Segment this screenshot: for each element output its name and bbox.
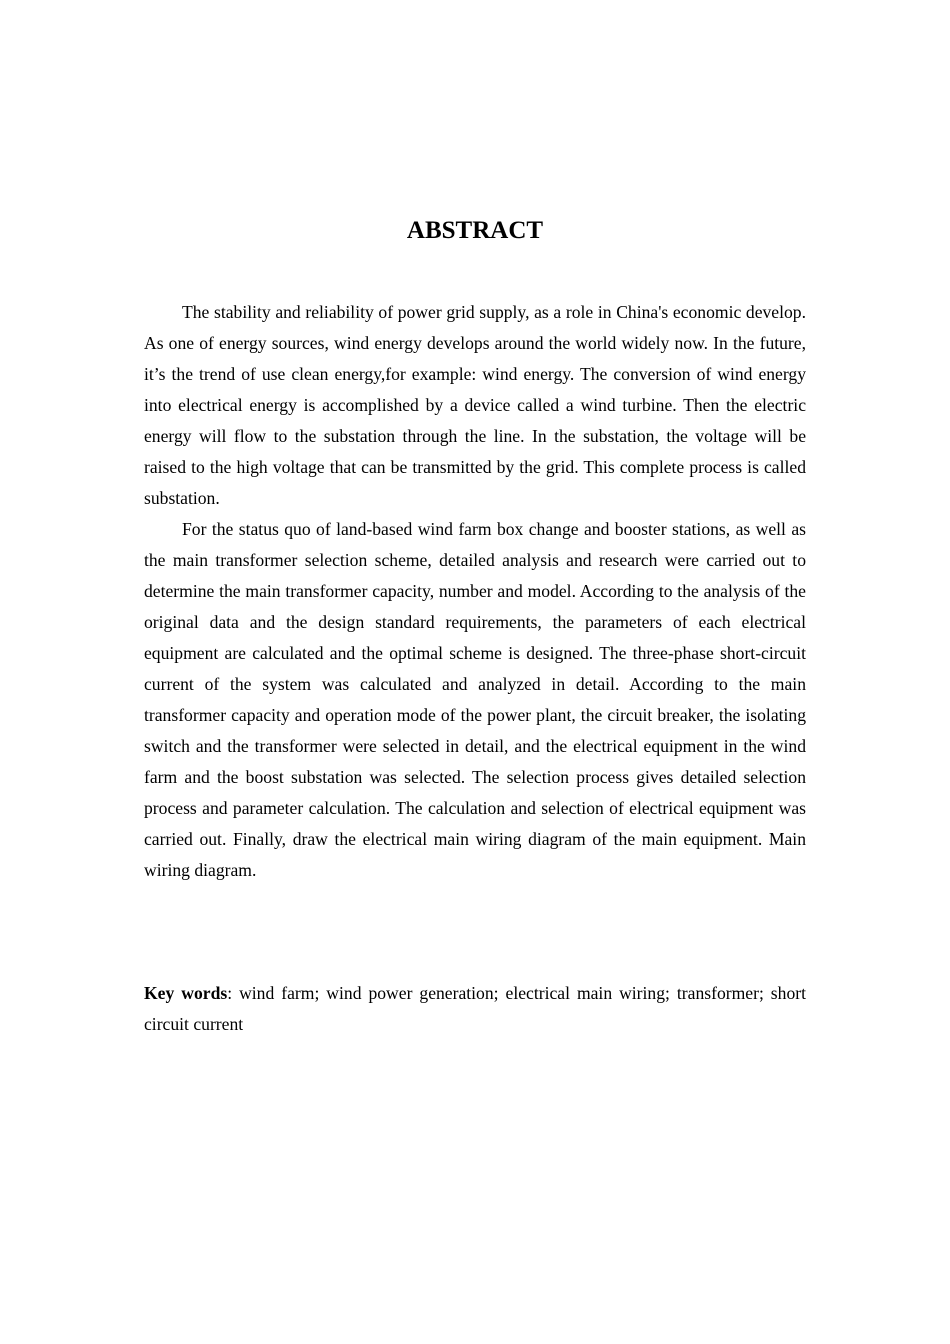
keywords-text: wind farm; wind power generation; electrical main wiring; transformer; short circuit current <box>144 983 806 1034</box>
keywords-separator: : <box>227 983 240 1003</box>
abstract-title: ABSTRACT <box>406 217 544 244</box>
abstract-paragraph-1: The stability and reliability of power grid supply, as a role in China's economic develop. As one of energy sources, wind energy develops around the world widely now. In the future, it’s the trend of use clean energy,for example: wind energy. The conversion of wind energy into electrical energy is accomplished by a device called a wind turbine. Then the electric energy will flow to the substation through the line. In the substation, the voltage will be raised to the high voltage that can be transmitted by the grid. This complete process is called substation. <box>144 302 806 508</box>
abstract-body <box>144 297 806 886</box>
abstract-paragraph-2: For the status quo of land-based wind farm box change and booster stations, as well as the main transformer selection scheme, detailed analysis and research were carried out to determine the main transformer capacity, number and model. According to the analysis of the original data and the design standard requirements, the parameters of each electrical equipment are calculated and the optimal scheme is designed. The three-phase short-circuit current of the system was calculated and analyzed in detail. According to the main transformer capacity and operation mode of the power plant, the circuit breaker, the isolating switch and the transformer were selected in detail, and the electrical equipment in the wind farm and the boost substation was selected. The selection process gives detailed selection process and parameter calculation. The calculation and selection of electrical equipment was carried out. Finally, draw the electrical main wiring diagram of the main equipment. Main wiring diagram. <box>144 519 806 880</box>
keywords-line <box>144 978 806 1040</box>
keywords-label: Key words <box>144 983 228 1003</box>
